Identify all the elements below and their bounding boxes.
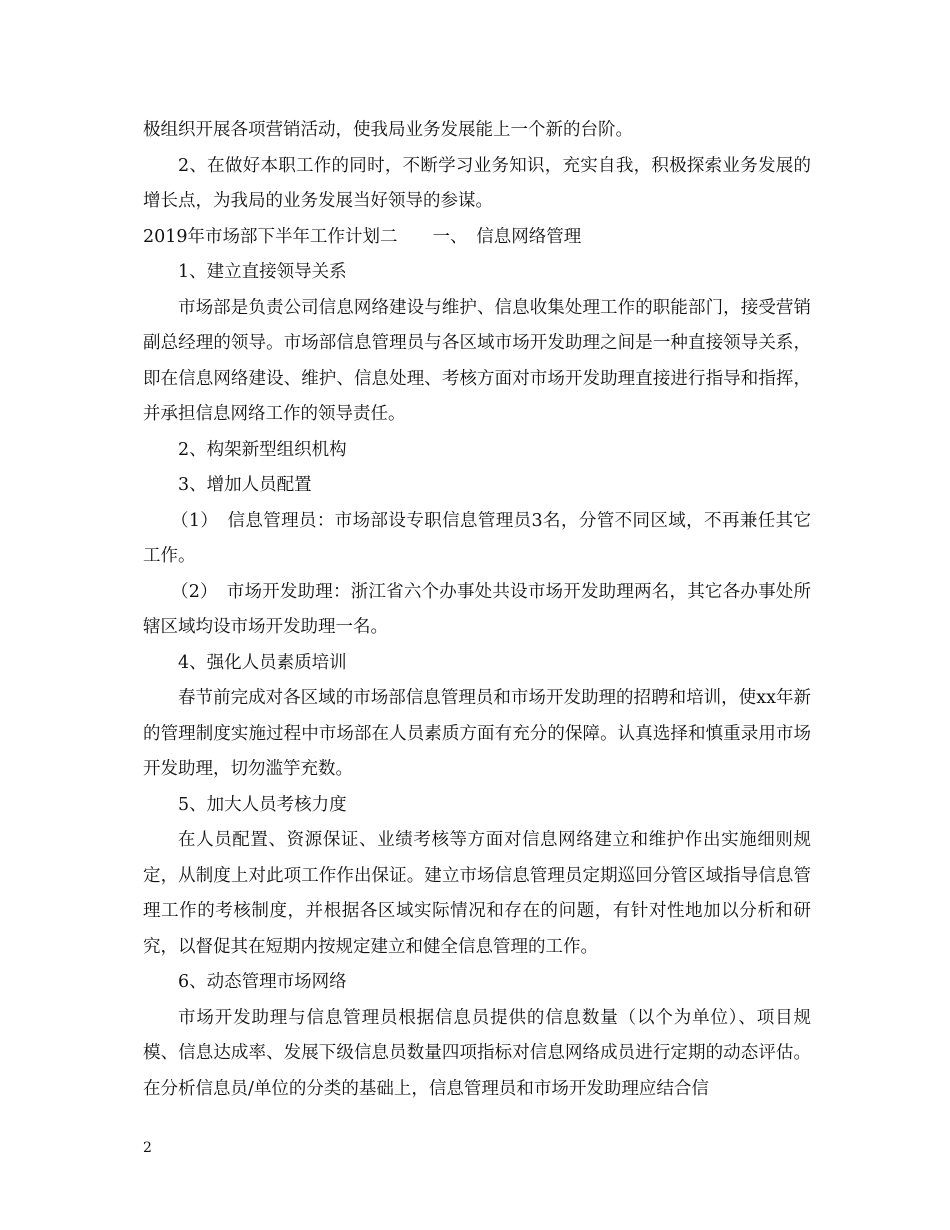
document-body — [143, 113, 811, 1107]
subheading-6: 6、动态管理市场网络 — [178, 972, 347, 992]
paragraph-market-assistant: （2） 市场开发助理：浙江省六个办事处共设市场开发助理两名，其它各办事处所辖区域均设市场开发助理一名。 — [143, 581, 811, 637]
subheading-2: 2、构架新型组织机构 — [178, 439, 347, 460]
subheading-3: 3、增加人员配置 — [178, 475, 312, 495]
paragraph-item-2: 2、在做好本职工作的同时，不断学习业务知识，充实自我，积极探索业务发展的增长点，为我局的业务发展当好领导的参谋。 — [143, 155, 811, 211]
paragraph-assessment: 在人员配置、资源保证、业绩考核等方面对信息网络建立和维护作出实施细则规定，从制度上对此项工作作出保证。建立市场信息管理员定期巡回分管区域指导信息管理工作的考核制度，并根据各区域实际情况和存在的问题，有针对性地加以分析和研究，以督促其在短期内按规定建立和健全信息管理的工作。 — [143, 830, 811, 957]
paragraph-dynamic-management: 市场开发助理与信息管理员根据信息员提供的信息数量（以个为单位）、项目规模、信息达成率、发展下级信息员数量四项指标对信息网络成员进行定期的动态评估。在分析信息员/单位的分类的基础上，信息管理员和市场开发助理应结合信 — [143, 1007, 811, 1099]
section-heading: 2019年市场部下半年工作计划二 一、 信息网络管理 — [143, 226, 582, 247]
subheading-1: 1、建立直接领导关系 — [178, 262, 347, 282]
subheading-4: 4、强化人员素质培训 — [178, 652, 347, 673]
paragraph-info-manager: （1） 信息管理员：市场部设专职信息管理员3名，分管不同区域，不再兼任其它工作。 — [143, 510, 811, 566]
paragraph-training: 春节前完成对各区域的市场部信息管理员和市场开发助理的招聘和培训，使xx年新的管理制度实施过程中市场部在人员素质方面有充分的保障。认真选择和慎重录用市场开发助理，切勿滥竽充数。 — [143, 688, 811, 779]
page-number: 2 — [143, 1140, 152, 1156]
paragraph-continuation: 极组织开展各项营销活动，使我局业务发展能上一个新的台阶。 — [143, 120, 633, 140]
subheading-5: 5、加大人员考核力度 — [178, 794, 347, 815]
paragraph-leadership: 市场部是负责公司信息网络建设与维护、信息收集处理工作的职能部门，接受营销副总经理的领导。市场部信息管理员与各区域市场开发助理之间是一种直接领导关系，即在信息网络建设、维护、信息处理、考核方面对市场开发助理直接进行指导和指挥，并承担信息网络工作的领导责任。 — [143, 297, 811, 424]
